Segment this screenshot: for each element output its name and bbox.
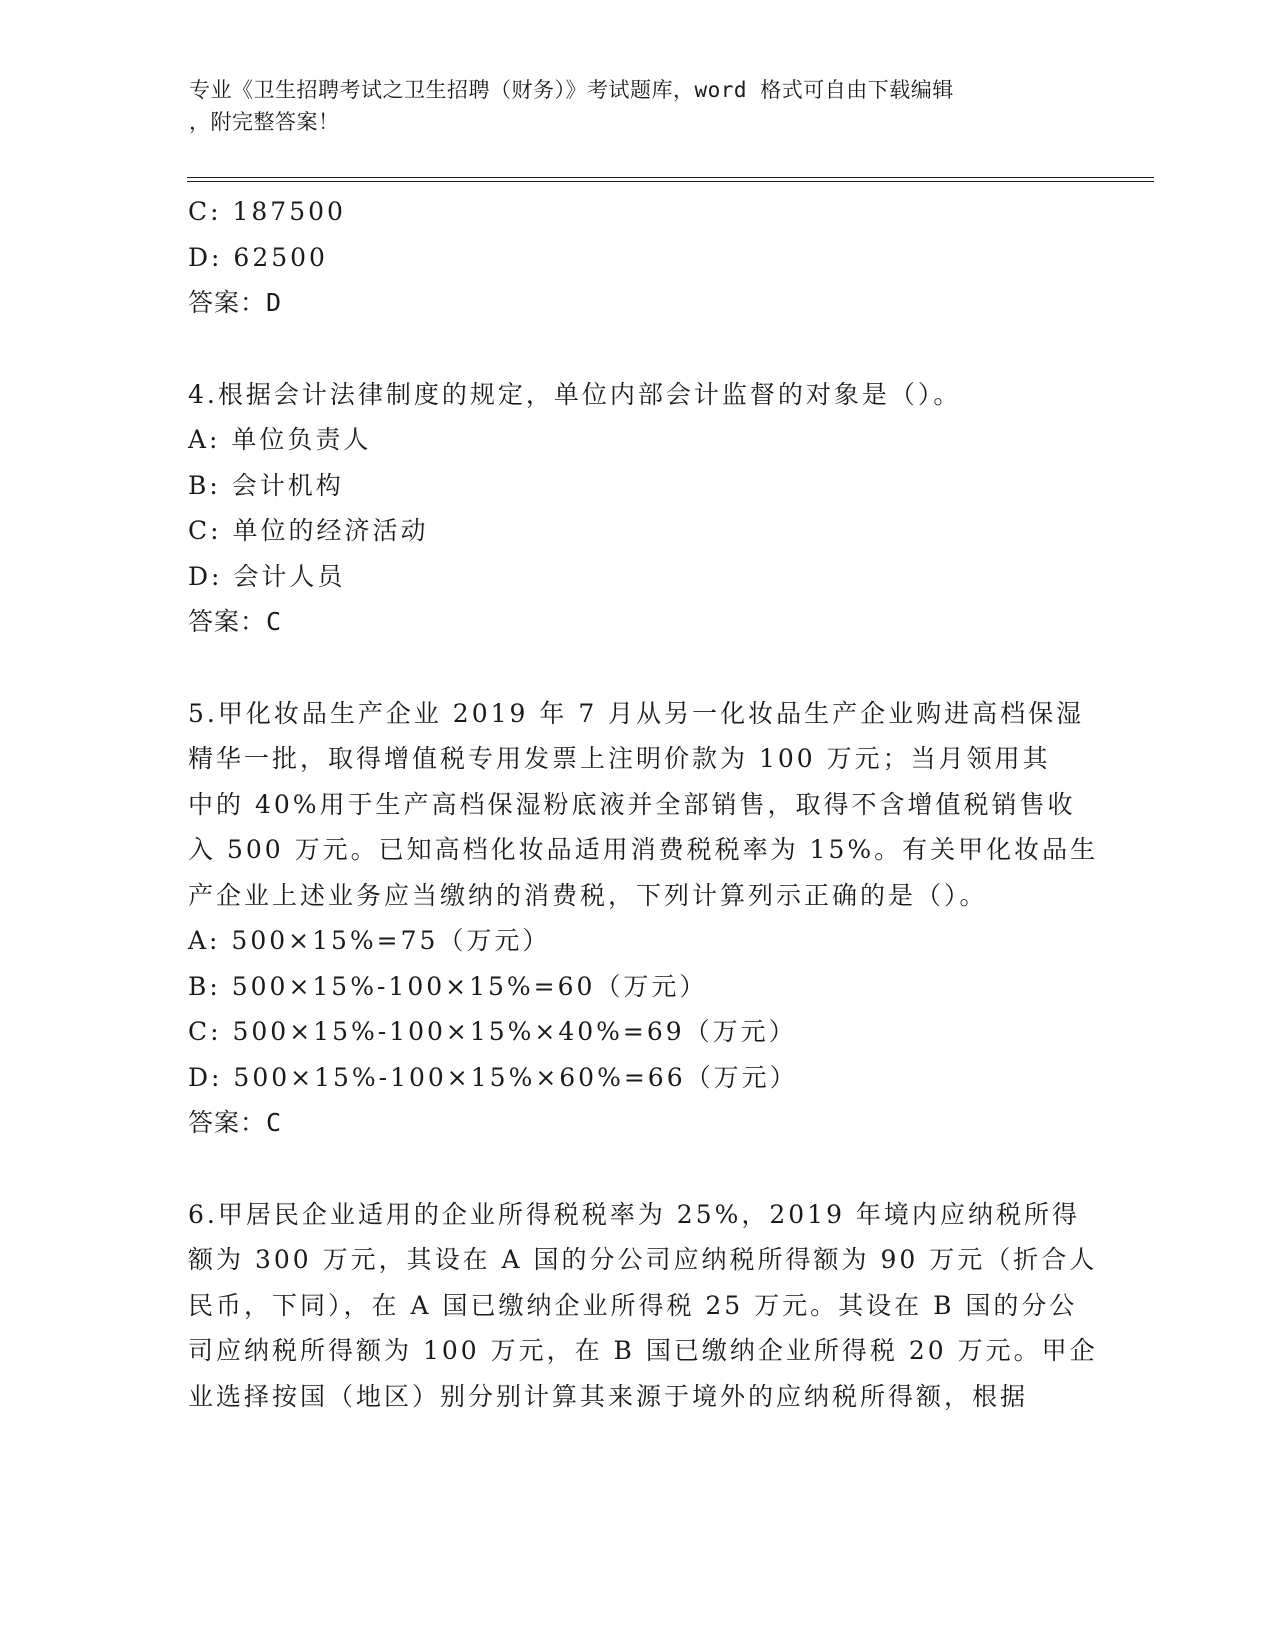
question-stem: 4.根据会计法律制度的规定，单位内部会计监督的对象是（）。 (188, 379, 962, 409)
option-d: D: 会计人员 (188, 561, 346, 591)
stem-line: 产企业上述业务应当缴纳的消费税，下列计算列示正确的是（）。 (188, 880, 988, 910)
answer-line: 答案：D (188, 288, 283, 317)
option-c: C: 187500 (188, 197, 346, 226)
answer-line: 答案：C (188, 607, 283, 636)
question-6 (188, 1192, 1098, 1420)
option-d: D: 500×15%-100×15%×60%=66（万元） (188, 1062, 798, 1092)
header-divider-bottom (187, 181, 1154, 182)
document-header (189, 74, 1089, 138)
header-line-2: ，附完整答案！ (189, 110, 340, 134)
option-b: B: 500×15%-100×15%=60（万元） (188, 971, 708, 1001)
option-c: C: 500×15%-100×15%×40%=69（万元） (188, 1017, 797, 1046)
stem-line: 精华一批，取得增值税专用发票上注明价款为 100 万元；当月领用其 (188, 744, 1051, 773)
question-stem (188, 1192, 1098, 1420)
document-body (188, 189, 1099, 1419)
stem-line: 5.甲化妆品生产企业 2019 年 7 月从另一化妆品生产企业购进高档保湿 (188, 698, 1085, 728)
header-line-1: 专业《卫生招聘考试之卫生招聘（财务）》考试题库，word 格式可自由下载编辑 (189, 78, 954, 102)
stem-line: 额为 300 万元，其设在 A 国的分公司应纳税所得额为 90 万元（折合人 (188, 1245, 1098, 1274)
spacer (188, 1146, 1088, 1192)
spacer (188, 645, 1088, 691)
stem-line: 司应纳税所得额为 100 万元，在 B 国已缴纳企业所得税 20 万元。甲企 (188, 1336, 1098, 1365)
stem-line: 业选择按国（地区）别分别计算其来源于境外的应纳税所得额，根据 (188, 1381, 1029, 1411)
stem-line: 民币，下同），在 A 国已缴纳企业所得税 25 万元。其设在 B 国的分公 (188, 1290, 1078, 1320)
spacer (188, 326, 1088, 372)
question-3-tail (188, 189, 1088, 326)
option-b: B: 会计机构 (188, 470, 344, 500)
question-5 (188, 691, 1099, 1146)
question-stem (188, 691, 1099, 919)
option-d: D: 62500 (188, 242, 328, 272)
option-a: A: 单位负责人 (188, 425, 372, 454)
option-c: C: 单位的经济活动 (188, 516, 429, 545)
option-a: A: 500×15%=75（万元） (188, 926, 551, 955)
stem-line: 6.甲居民企业适用的企业所得税税率为 25%，2019 年境内应纳税所得 (188, 1199, 1080, 1229)
question-4 (188, 372, 1088, 645)
answer-line: 答案：C (188, 1108, 283, 1137)
stem-line: 中的 40%用于生产高档保湿粉底液并全部销售，取得不含增值税销售收 (188, 789, 1076, 819)
stem-line: 入 500 万元。已知高档化妆品适用消费税税率为 15%。有关甲化妆品生 (188, 835, 1099, 864)
header-divider-top (187, 177, 1154, 178)
